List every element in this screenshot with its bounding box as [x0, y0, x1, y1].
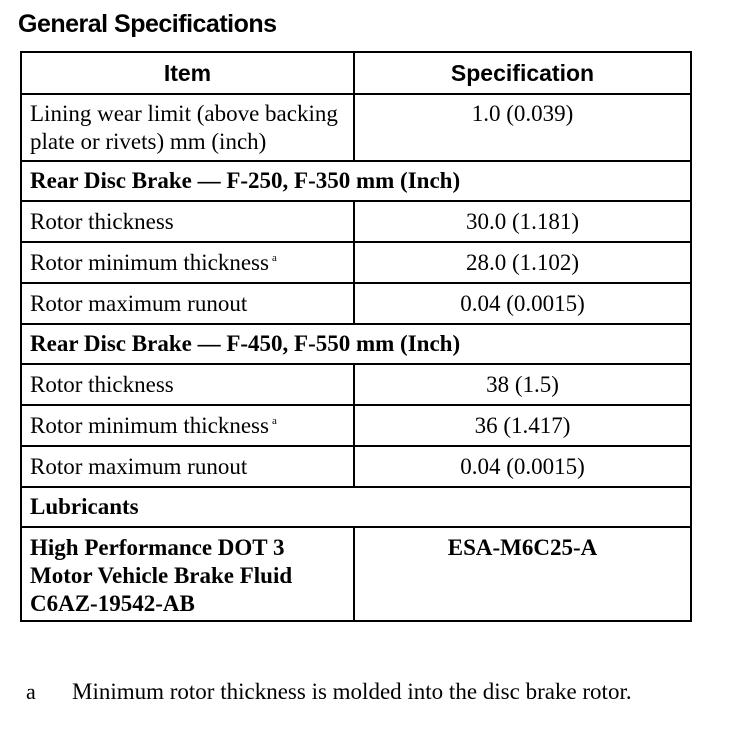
item-cell: Rotor maximum runout [21, 283, 354, 324]
item-cell: Rotor thickness [21, 201, 354, 242]
section-label: Lubricants [21, 487, 691, 527]
spec-cell: 0.04 (0.0015) [354, 446, 691, 487]
table-row [21, 446, 691, 487]
table-row [21, 527, 691, 621]
item-cell [21, 242, 354, 283]
section-label: Rear Disc Brake — F-450, F-550 mm (Inch) [21, 324, 691, 364]
table-row [21, 94, 691, 161]
spec-cell: 30.0 (1.181) [354, 201, 691, 242]
item-label: Rotor minimum thickness [30, 249, 269, 275]
footnote-text: Minimum rotor thickness is molded into the disc brake rotor. [72, 679, 632, 704]
page-title: General Specifications [18, 10, 277, 38]
footnote-ref: a [271, 251, 277, 264]
item-cell: Rotor thickness [21, 364, 354, 405]
table-row [21, 364, 691, 405]
section-label: Rear Disc Brake — F-250, F-350 mm (Inch) [21, 161, 691, 201]
spec-cell: 38 (1.5) [354, 364, 691, 405]
spec-cell: 28.0 (1.102) [354, 242, 691, 283]
section-row [21, 324, 691, 364]
column-header-specification: Specification [354, 52, 691, 94]
table-row [21, 201, 691, 242]
column-header-item: Item [21, 52, 354, 94]
spec-cell: 36 (1.417) [354, 405, 691, 446]
item-label: Rotor minimum thickness [30, 412, 269, 438]
item-cell: High Performance DOT 3 Motor Vehicle Brake Fluid C6AZ-19542-AB [21, 527, 354, 621]
item-cell [21, 405, 354, 446]
specifications-table [20, 51, 692, 622]
table-row [21, 405, 691, 446]
section-row [21, 161, 691, 201]
table-row [21, 242, 691, 283]
item-cell: Lining wear limit (above backing plate or rivets) mm (inch) [21, 94, 354, 161]
item-cell: Rotor maximum runout [21, 446, 354, 487]
footnote-ref: a [271, 414, 277, 427]
spec-cell: ESA-M6C25-A [354, 527, 691, 621]
spec-cell: 0.04 (0.0015) [354, 283, 691, 324]
footnote [26, 677, 706, 707]
table-header-row [21, 52, 691, 94]
footnote-marker: a [26, 679, 36, 704]
section-row [21, 487, 691, 527]
table-row [21, 283, 691, 324]
spec-cell: 1.0 (0.039) [354, 94, 691, 161]
